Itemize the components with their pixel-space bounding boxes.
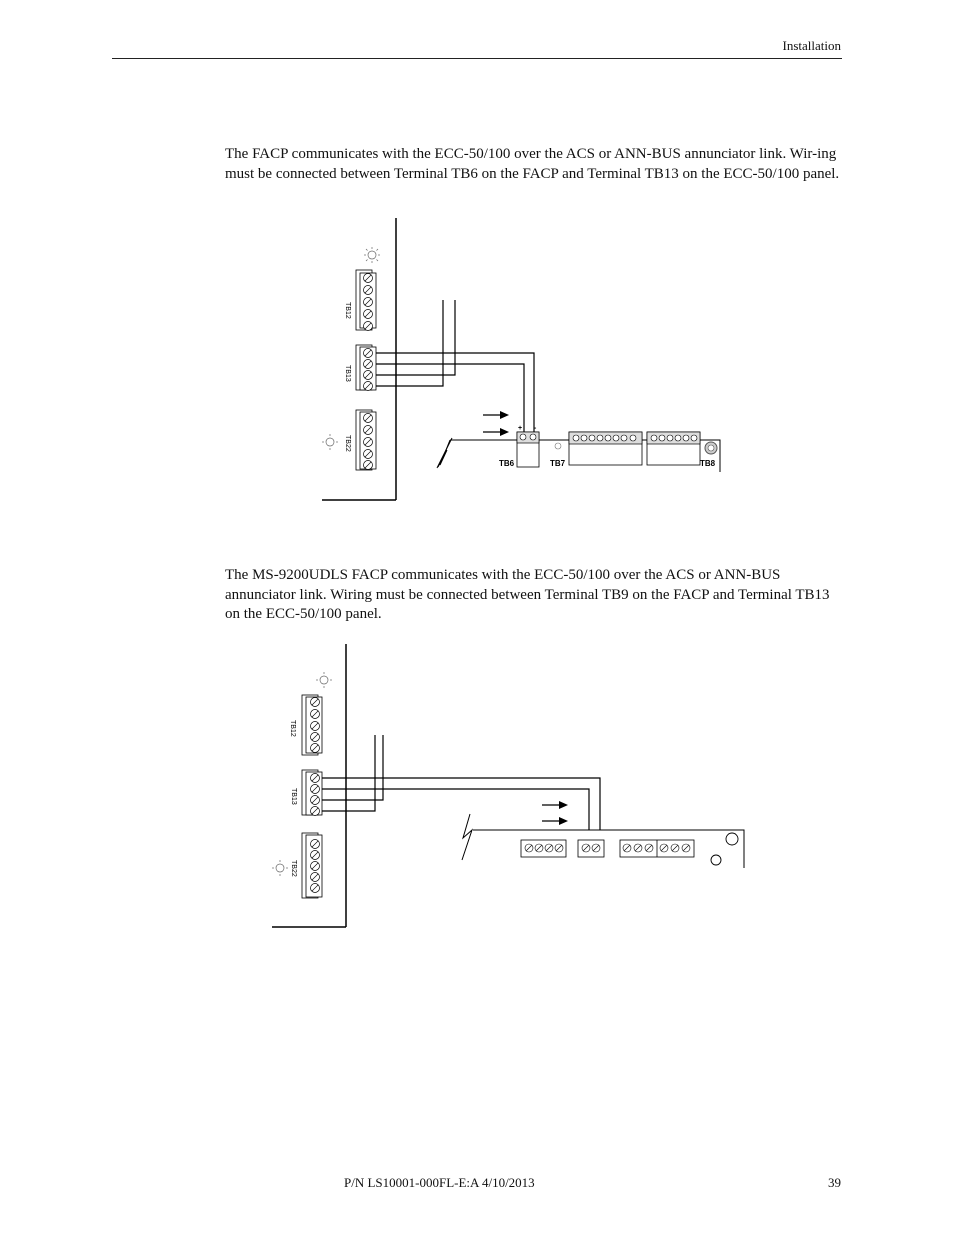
footer-part-number: P/N LS10001-000FL-E:A 4/10/2013 (344, 1175, 535, 1190)
tb12-label: TB12 (344, 302, 351, 319)
terminal-block-4 (521, 840, 566, 857)
wiring-diagram-2 (260, 640, 760, 940)
tb13-label: TB13 (290, 788, 297, 805)
tb13-terminal-block (290, 770, 322, 816)
page-number: 39 (828, 1175, 841, 1190)
tb6-label: TB6 (499, 459, 515, 468)
tb8-label: TB8 (700, 459, 716, 468)
tb13-label: TB13 (344, 365, 351, 382)
header-section-title: Installation (782, 38, 841, 53)
tb7-label: TB7 (550, 459, 566, 468)
tb22-terminal-block (344, 410, 376, 470)
led-icon (316, 672, 332, 688)
paragraph-1: The FACP communicates with the ECC-50/100 over the ACS or ANN-BUS annunciator link. Wir-ing must be connected between Terminal TB6 on the FACP and Terminal TB13 on the ECC-50/100 panel. (225, 146, 840, 182)
led-icon (322, 434, 338, 450)
tb6-plus-label: + (518, 425, 523, 432)
tb13-terminal-block (344, 345, 376, 391)
tb6-minus-label: - (534, 425, 537, 432)
tb8-terminal-block (647, 432, 717, 468)
header-rule (112, 58, 842, 59)
tb7-terminal-block (550, 432, 642, 468)
led-icon (272, 860, 288, 876)
tb12-terminal-block (344, 270, 376, 331)
arrow-icon (483, 411, 509, 436)
terminal-block-6 (620, 840, 694, 857)
terminal-block-2 (578, 840, 604, 857)
tb12-terminal-block (289, 695, 322, 755)
tb22-label: TB22 (344, 435, 351, 452)
arrow-icon (542, 801, 568, 825)
tb12-label: TB12 (289, 720, 296, 737)
tb22-label: TB22 (290, 860, 297, 877)
led-icon (364, 247, 380, 263)
wiring-diagram-1 (300, 210, 730, 510)
paragraph-2: The MS-9200UDLS FACP communicates with the ECC-50/100 over the ACS or ANN-BUS annunciator link. Wiring must be connected between Terminal TB9 on the FACP and Terminal TB13 on the ECC-50/100 panel. (225, 567, 830, 622)
tb22-terminal-block (290, 833, 322, 898)
